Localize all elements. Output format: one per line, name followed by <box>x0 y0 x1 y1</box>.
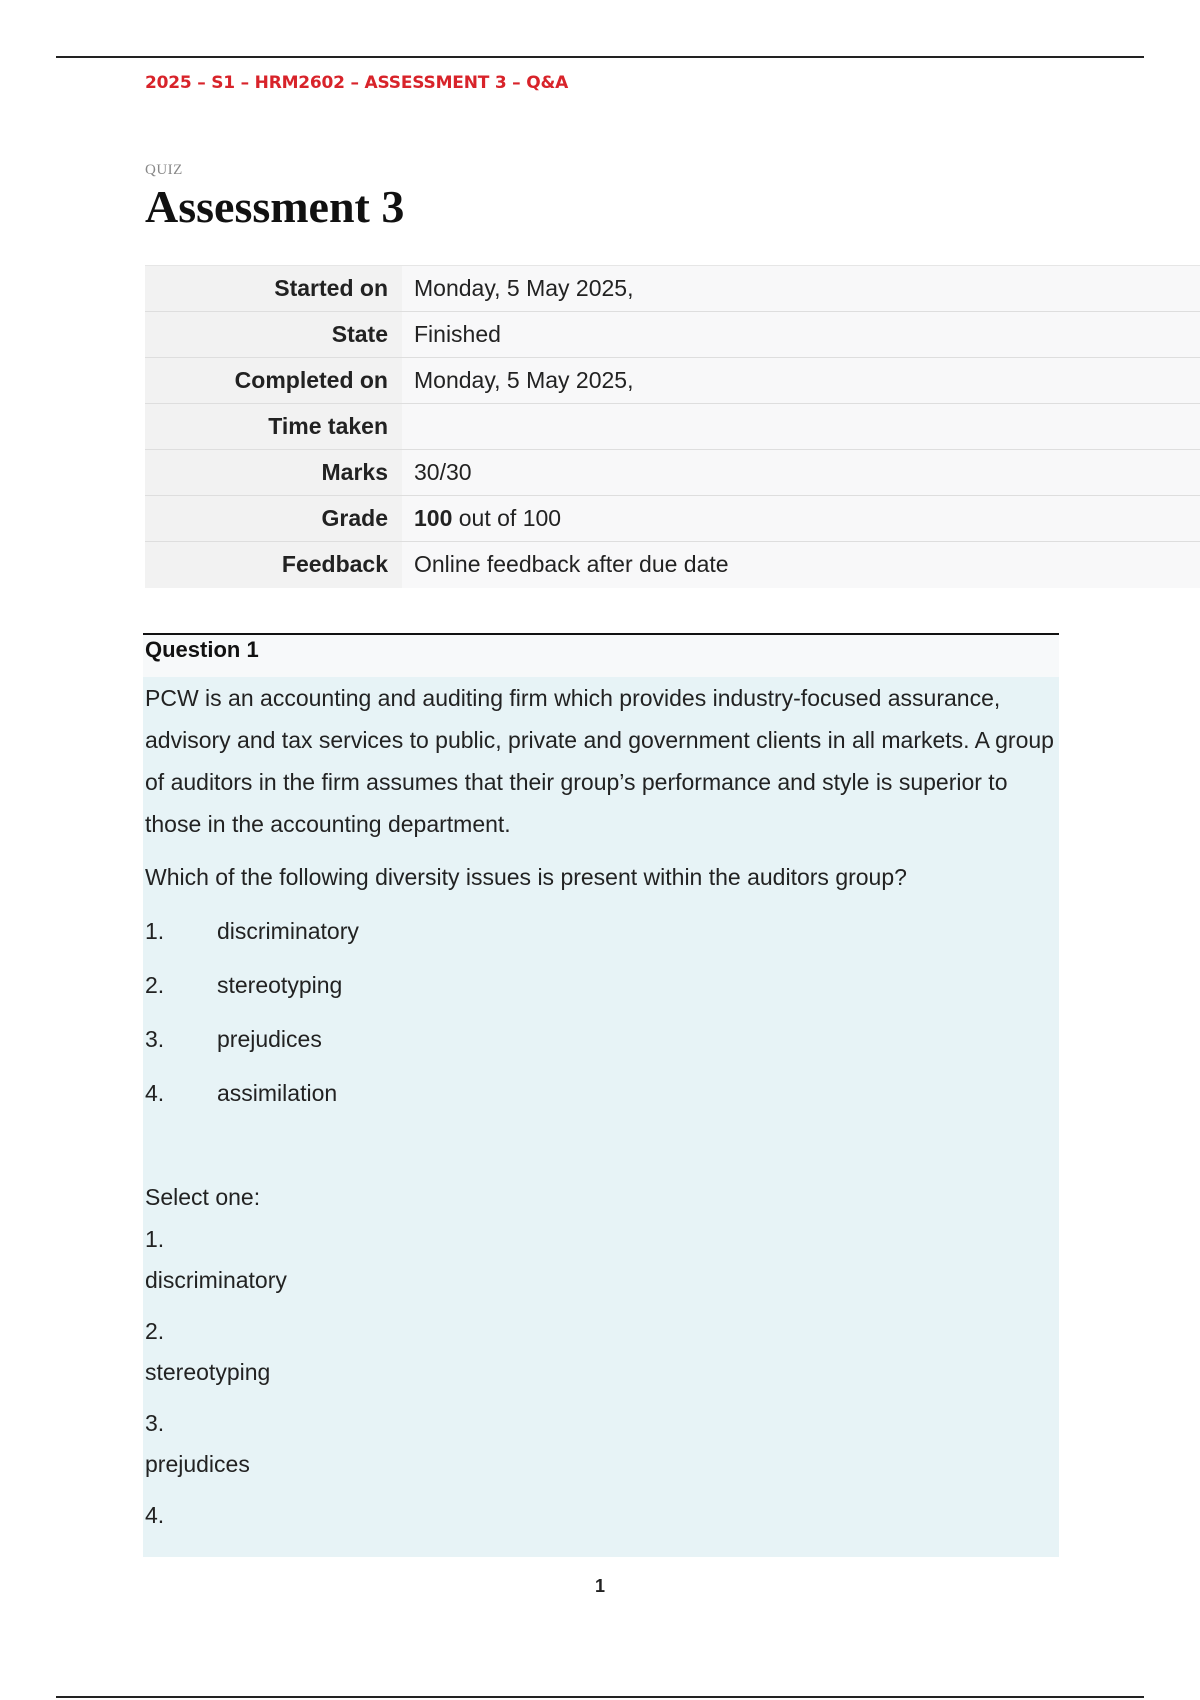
answer-choice[interactable] <box>145 1218 1059 1300</box>
question-title: Question 1 <box>143 635 1059 677</box>
option-text: prejudices <box>217 1026 322 1052</box>
summary-value <box>402 496 1200 542</box>
option-number: 3. <box>145 1026 165 1052</box>
answer-choice[interactable] <box>145 1310 1059 1392</box>
summary-label: Completed on <box>145 358 402 404</box>
summary-value: 30/30 <box>402 450 1200 496</box>
summary-row <box>145 266 1200 312</box>
option-text: stereotyping <box>217 972 343 998</box>
summary-value <box>402 404 1200 450</box>
answer-text: discriminatory <box>145 1267 287 1293</box>
bottom-rule <box>56 1696 1144 1698</box>
summary-label: Started on <box>145 266 402 312</box>
summary-value: Monday, 5 May 2025, <box>402 266 1200 312</box>
answer-number: 4. <box>145 1502 165 1528</box>
question-block <box>143 633 1059 1557</box>
option-number: 4. <box>145 1080 165 1106</box>
question-body <box>143 677 1059 1536</box>
summary-label: Marks <box>145 450 402 496</box>
option-text: discriminatory <box>217 918 359 944</box>
quiz-label: QUIZ <box>145 162 183 178</box>
page-number: 1 <box>594 1576 605 1596</box>
answer-text: stereotyping <box>145 1359 271 1385</box>
summary-label: Feedback <box>145 542 402 588</box>
list-item <box>145 910 1059 964</box>
answer-number: 1. <box>145 1226 165 1252</box>
option-number: 2. <box>145 972 165 998</box>
option-text: assimilation <box>217 1080 338 1106</box>
option-list <box>145 910 1059 1126</box>
answer-number: 2. <box>145 1318 165 1344</box>
summary-row <box>145 496 1200 542</box>
list-item <box>145 964 1059 1018</box>
summary-row <box>145 358 1200 404</box>
document-header: 2025 – S1 – HRM2602 – ASSESSMENT 3 – Q&A <box>145 73 569 93</box>
quiz-summary-table <box>145 265 1200 588</box>
answer-choices <box>145 1218 1059 1536</box>
answer-number: 3. <box>145 1410 165 1436</box>
question-prompt: Which of the following diversity issues is present within the auditors group? <box>145 864 907 890</box>
summary-row <box>145 542 1200 588</box>
summary-label: Grade <box>145 496 402 542</box>
grade-score: 100 <box>414 505 453 531</box>
top-rule <box>56 56 1144 58</box>
summary-value: Monday, 5 May 2025, <box>402 358 1200 404</box>
answer-text: prejudices <box>145 1451 250 1477</box>
select-one-label: Select one: <box>145 1184 261 1210</box>
summary-label: State <box>145 312 402 358</box>
summary-row <box>145 450 1200 496</box>
summary-row <box>145 312 1200 358</box>
page-title: Assessment 3 <box>145 181 405 232</box>
question-text: PCW is an accounting and auditing firm which provides industry-focused assurance, advisory and tax services to public, private and government clients in all markets. A group of auditors in the firm assumes that their group’s performance and style is superior to those in the accounting department. <box>145 685 1054 837</box>
answer-choice[interactable] <box>145 1494 1059 1536</box>
summary-row <box>145 404 1200 450</box>
answer-choice[interactable] <box>145 1402 1059 1484</box>
option-number: 1. <box>145 918 165 944</box>
summary-value: Finished <box>402 312 1200 358</box>
summary-value: Online feedback after due date <box>402 542 1200 588</box>
list-item <box>145 1072 1059 1126</box>
summary-label: Time taken <box>145 404 402 450</box>
grade-out-of: out of 100 <box>452 505 562 531</box>
list-item <box>145 1018 1059 1072</box>
